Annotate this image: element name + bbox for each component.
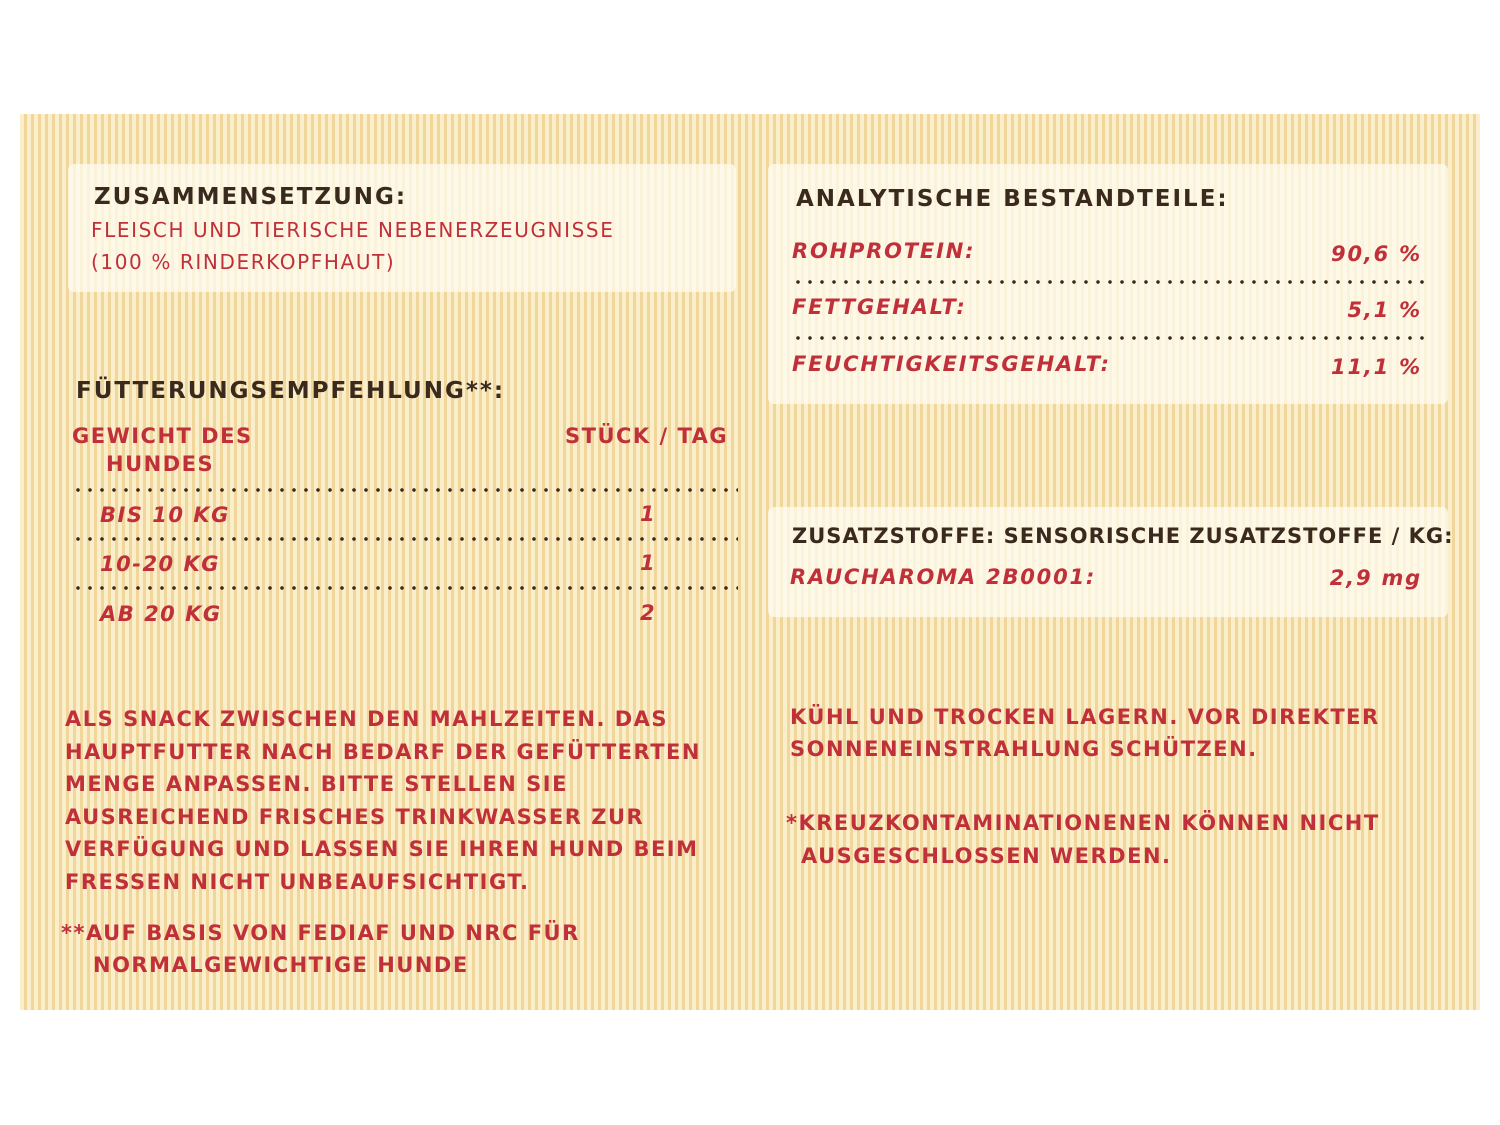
analytical-row-value: 90,6 %	[1331, 242, 1422, 266]
additives-heading: ZUSATZSTOFFE: SENSORISCHE ZUSATZSTOFFE / KG:	[792, 524, 1454, 548]
composition-line-1: FLEISCH UND TIERISCHE NEBENERZEUGNISSE	[91, 218, 615, 242]
feeding-row-weight: BIS 10 KG	[100, 503, 230, 527]
analytical-heading: ANALYTISCHE BESTANDTEILE:	[796, 186, 1229, 212]
dotted-divider	[792, 280, 1432, 284]
feeding-col-weight-line-2: HUNDES	[106, 452, 215, 476]
footnote-basis-line-2: NORMALGEWICHTIGE HUNDE	[93, 953, 469, 977]
product-label	[20, 114, 1480, 1010]
storage-line-1: KÜHL UND TROCKEN LAGERN. VOR DIREKTER	[790, 705, 1380, 729]
snack-note-line: FRESSEN NICHT UNBEAUFSICHTIGT.	[65, 869, 530, 894]
feeding-row-count: 1	[640, 502, 657, 526]
snack-note-line: VERFÜGUNG UND LASSEN SIE IHREN HUND BEIM	[65, 837, 699, 861]
additives-label: RAUCHAROMA 2B0001:	[790, 565, 1097, 589]
feeding-row-weight: AB 20 KG	[100, 602, 222, 626]
dotted-divider	[792, 336, 1432, 340]
feeding-row-weight: 10-20 KG	[100, 552, 220, 576]
cross-contamination-line-1: *KREUZKONTAMINATIONENEN KÖNNEN NICHT	[786, 811, 1380, 835]
analytical-row-label: FEUCHTIGKEITSGEHALT:	[792, 352, 1111, 376]
additives-value: 2,9 mg	[1329, 566, 1422, 590]
feeding-row-count: 2	[640, 601, 657, 625]
composition-line-2: (100 % RINDERKOPFHAUT)	[91, 250, 396, 274]
feeding-col-weight-line-1: GEWICHT DES	[72, 424, 253, 448]
feeding-heading: FÜTTERUNGSEMPFEHLUNG**:	[76, 378, 506, 404]
snack-note	[65, 703, 745, 898]
cross-contamination-line-2: AUSGESCHLOSSEN WERDEN.	[801, 844, 1172, 868]
snack-note-line: HAUPTFUTTER NACH BEDARF DER GEFÜTTERTEN	[65, 739, 701, 764]
analytical-row-label: FETTGEHALT:	[792, 295, 967, 319]
dotted-divider	[72, 586, 738, 590]
analytical-row-label: ROHPROTEIN:	[792, 239, 976, 263]
feeding-col-count: STÜCK / TAG	[565, 424, 729, 448]
snack-note-line: MENGE ANPASSEN. BITTE STELLEN SIE	[65, 772, 568, 796]
analytical-row-value: 11,1 %	[1331, 355, 1422, 379]
analytical-row-value: 5,1 %	[1347, 298, 1422, 322]
composition-heading: ZUSAMMENSETZUNG:	[94, 184, 408, 210]
snack-note-line: ALS SNACK ZWISCHEN DEN MAHLZEITEN. DAS	[65, 707, 669, 731]
snack-note-line: AUSREICHEND FRISCHES TRINKWASSER ZUR	[65, 804, 645, 829]
dotted-divider	[72, 537, 738, 541]
dotted-divider	[72, 488, 738, 492]
storage-line-2: SONNENEINSTRAHLUNG SCHÜTZEN.	[790, 737, 1258, 761]
feeding-row-count: 1	[640, 551, 657, 575]
footnote-basis-line-1: **AUF BASIS VON FEDIAF UND NRC FÜR	[61, 921, 580, 945]
